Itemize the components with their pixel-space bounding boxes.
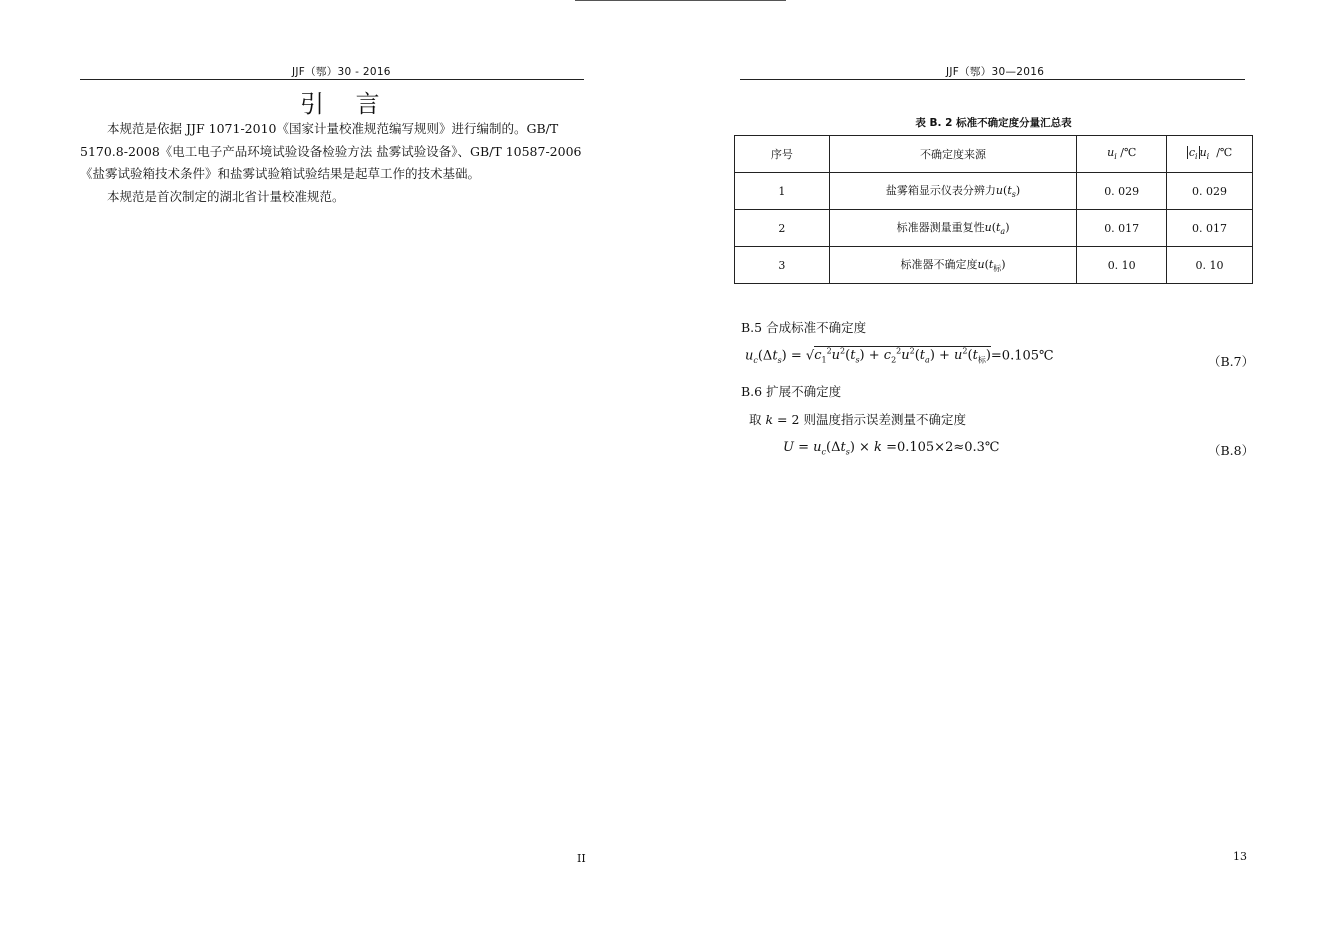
- cell-ciui: 0. 029: [1167, 173, 1253, 210]
- table-row: [735, 210, 1253, 247]
- top-edge-line: [575, 0, 786, 1]
- b6-prefix: 取: [749, 412, 762, 427]
- cell-ciui: 0. 10: [1167, 247, 1253, 284]
- cell-ui: 0. 029: [1077, 173, 1167, 210]
- cell-ciui: 0. 017: [1167, 210, 1253, 247]
- cell-source: 标准器测量重复性$u(t_a)$: [829, 210, 1076, 247]
- header-ui: $u_i$ /℃: [1077, 136, 1167, 173]
- cell-source: 标准器不确定度$u(t_标)$: [829, 247, 1076, 284]
- source-text: 标准器不确定度: [900, 257, 978, 271]
- right-page-number: 13: [1233, 850, 1247, 863]
- b6-text: 取 k = 2 则温度指示误差测量不确定度: [749, 412, 966, 427]
- cell-no: 3: [735, 247, 830, 284]
- left-header-rule: [80, 79, 584, 80]
- uncertainty-table: [734, 135, 1253, 284]
- equation-b7-label: （B.7）: [1208, 354, 1255, 369]
- equation-b8-result: =0.105×2≈0.3℃: [886, 440, 1000, 455]
- right-page-header: JJF（鄂）30—2016: [946, 66, 1045, 78]
- table-caption: 表 B. 2 标准不确定度分量汇总表: [915, 117, 1072, 129]
- left-page-number: II: [577, 852, 586, 865]
- section-b5-heading: B.5 合成标准不确定度: [741, 320, 867, 335]
- right-header-rule: [740, 79, 1245, 80]
- b6-description: 则温度指示误差测量不确定度: [803, 412, 966, 427]
- table-row: [735, 247, 1253, 284]
- table-header-row: [735, 136, 1253, 173]
- header-source: 不确定度来源: [829, 136, 1076, 173]
- section-b6-heading: B.6 扩展不确定度: [741, 384, 842, 399]
- source-text: 盐雾箱显示仪表分辨力: [885, 184, 996, 198]
- equation-b8: $U = u_c(\Delta t_s) \times k$ =0.105×2≈0.3℃: [783, 440, 1000, 457]
- cell-source: 盐雾箱显示仪表分辨力$u(t_s)$: [829, 173, 1076, 210]
- source-text: 标准器测量重复性: [896, 221, 985, 235]
- table-row: [735, 173, 1253, 210]
- cell-no: 2: [735, 210, 830, 247]
- header-ciui: $c_i$ $u_i$ /℃: [1167, 136, 1253, 173]
- intro-paragraph-2: 本规范是首次制定的湖北省计量校准规范。: [107, 189, 345, 204]
- cell-ui: 0. 10: [1077, 247, 1167, 284]
- equation-b7-result: =0.105℃: [990, 348, 1054, 364]
- equation-b7: $u_c(\Delta t_s) = √c_1^2u^2(t_s) + c_2^2u^2(t_a)$ + $u^2(t_标)=0.105℃$: [745, 347, 1054, 365]
- cell-no: 1: [735, 173, 830, 210]
- left-page-header: JJF（鄂）30 - 2016: [292, 66, 391, 78]
- intro-paragraph-1: 本规范是依据 JJF 1071-2010《国家计量校准规范编写规则》进行编制的。GB/T 5170.8-2008《电工电子产品环境试验设备检验方法 盐雾试验设备》、GB/T 10587-2006《盐雾试验箱技术条件》和盐雾试验箱试验结果是起草工作的技术基础。: [80, 121, 582, 181]
- header-no: 序号: [735, 136, 830, 173]
- page-title: 引 言: [300, 90, 392, 118]
- equation-b8-label: （B.8）: [1208, 443, 1255, 458]
- cell-ui: 0. 017: [1077, 210, 1167, 247]
